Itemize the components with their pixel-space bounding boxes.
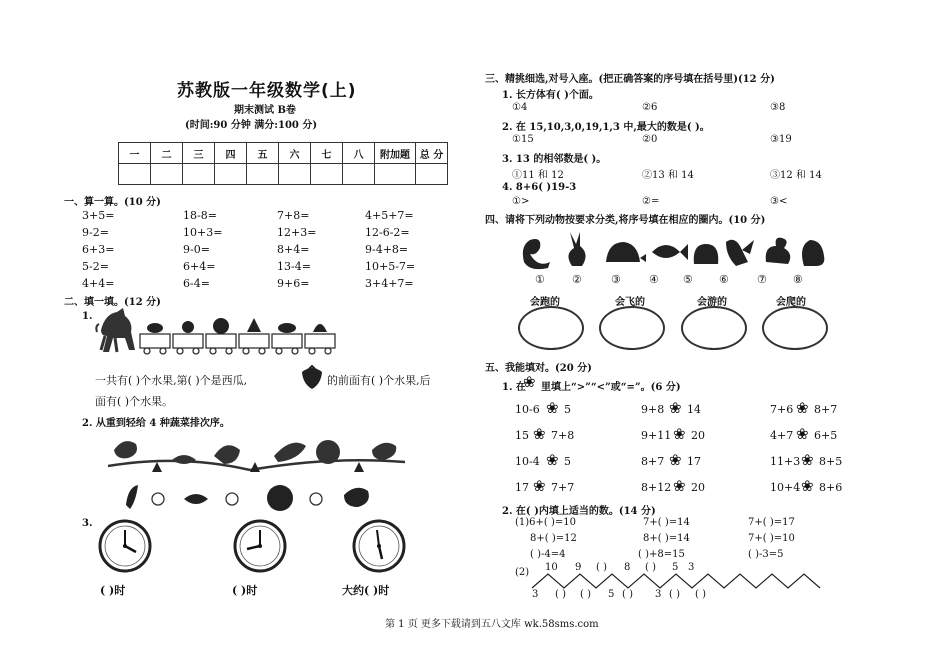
- turtle-icon: [606, 242, 646, 262]
- sequence-top-value: 10: [545, 562, 558, 573]
- category-label: 会飞的: [615, 297, 645, 308]
- flower-box-icon: ❀: [523, 373, 536, 391]
- sec3-option: ①11 和 12: [512, 170, 564, 181]
- sequence-top-value: ( ): [596, 562, 607, 573]
- score-cell: [151, 164, 183, 185]
- fill-item: 7+( )=17: [748, 517, 795, 528]
- sec3-question: 1. 长方体有( )个面。: [502, 90, 599, 101]
- penguin-icon: [802, 240, 824, 266]
- fill-item: (1)6+( )=10: [515, 517, 576, 528]
- train-cars: [140, 334, 335, 354]
- score-cell: [215, 164, 247, 185]
- animal-number: ⑥: [719, 273, 729, 286]
- compare-box-icon[interactable]: ❀: [796, 425, 809, 443]
- score-header-cell: 六: [279, 143, 311, 164]
- score-header-cell: 五: [247, 143, 279, 164]
- sequence-bottom-value: ( ): [669, 589, 680, 600]
- sec3-question: 4. 8+6( )19-3: [502, 182, 577, 193]
- section-2-heading: 二、填一填。(12 分): [64, 297, 161, 308]
- compare-box-icon[interactable]: ❀: [669, 451, 682, 469]
- calc-item: 4+4=: [82, 277, 115, 290]
- compare-left: 10-4: [515, 455, 540, 468]
- fill-item: 8+( )=12: [530, 533, 577, 544]
- compare-box-icon[interactable]: ❀: [546, 399, 559, 417]
- score-cell: [183, 164, 215, 185]
- category-label: 会爬的: [776, 297, 806, 308]
- animal-number: ①: [535, 273, 545, 286]
- compare-box-icon[interactable]: ❀: [533, 477, 546, 495]
- fill-item: ( )-4=4: [530, 549, 566, 560]
- compare-box-icon[interactable]: ❀: [673, 425, 686, 443]
- calc-item: 10+3=: [183, 226, 223, 239]
- calc-item: 9-0=: [183, 243, 210, 256]
- score-table: [118, 142, 448, 185]
- compare-left: 9+8: [641, 403, 665, 416]
- clock-answer-2: ( )时: [232, 584, 258, 597]
- vegetable-order-row: [122, 483, 402, 513]
- score-cell: [416, 164, 448, 185]
- calc-item: 3+4+7=: [365, 277, 414, 290]
- page-footer: 第 1 页 更多下载请到五八文库 wk.58sms.com: [385, 619, 599, 630]
- score-header-cell: 总 分: [416, 143, 448, 164]
- fill-item: ( )-3=5: [748, 549, 784, 560]
- horse-icon: [96, 308, 135, 352]
- compare-left: 17: [515, 481, 529, 494]
- score-cell: [279, 164, 311, 185]
- snake-icon: [523, 239, 550, 269]
- sec5-q2-heading: 2. 在( )内填上适当的数。(14 分): [502, 506, 656, 517]
- balance-scales-illustration: [100, 432, 410, 480]
- section-4-heading: 四、请将下列动物按要求分类,将序号填在相应的圈内。(10 分): [485, 215, 766, 226]
- sec3-question: 3. 13 的相邻数是( )。: [502, 154, 607, 165]
- compare-left: 15: [515, 429, 529, 442]
- calc-item: 3+5=: [82, 209, 115, 222]
- calc-item: 9+6=: [277, 277, 310, 290]
- animal-number: ②: [572, 273, 582, 286]
- sec3-option: ①4: [512, 102, 528, 113]
- score-header-cell: 七: [311, 143, 343, 164]
- frog-icon: [694, 244, 719, 264]
- compare-box-icon[interactable]: ❀: [801, 477, 814, 495]
- compare-right: 17: [687, 455, 701, 468]
- fill-item: 7+( )=14: [643, 517, 690, 528]
- calc-item: 5-2=: [82, 260, 109, 273]
- order-circles: [152, 493, 322, 505]
- calc-item: 13-4=: [277, 260, 311, 273]
- clock-icon: [352, 519, 407, 574]
- category-answer-circle[interactable]: [518, 306, 584, 350]
- score-cell: [247, 164, 279, 185]
- compare-left: 9+11: [641, 429, 672, 442]
- compare-right: 8+6: [819, 481, 843, 494]
- calc-item: 18-8=: [183, 209, 217, 222]
- horse-train-illustration: [95, 306, 345, 358]
- animal-number: ⑦: [757, 273, 767, 286]
- animal-number: ⑧: [793, 273, 803, 286]
- animal-number: ③: [611, 273, 621, 286]
- animal-number: ⑤: [683, 273, 693, 286]
- sequence-label: (2): [515, 567, 530, 578]
- score-header-cell: 一: [119, 143, 151, 164]
- section-1-heading: 一、算一算。(10 分): [64, 197, 161, 208]
- strawberry-icon: [299, 366, 325, 390]
- sec5-q1-intro: 1. 在: [502, 382, 526, 393]
- calc-item: 7+8=: [277, 209, 310, 222]
- compare-left: 10+4: [770, 481, 801, 494]
- compare-left: 8+7: [641, 455, 665, 468]
- compare-left: 10-6: [515, 403, 540, 416]
- compare-right: 14: [687, 403, 701, 416]
- compare-right: 8+5: [819, 455, 843, 468]
- sequence-bottom-value: ( ): [695, 589, 706, 600]
- sequence-top-value: ( ): [645, 562, 656, 573]
- clock-answer-1: ( )时: [100, 584, 126, 597]
- q1-text-c: 面有( )个水果。: [95, 395, 174, 408]
- sec3-option: ③12 和 14: [770, 170, 822, 181]
- score-cell: [119, 164, 151, 185]
- compare-right: 5: [564, 403, 571, 416]
- sec3-option: ③8: [770, 102, 786, 113]
- q2-text: 2. 从重到轻给 4 种蔬菜排次序。: [82, 418, 230, 429]
- score-cell: [375, 164, 416, 185]
- exam-subtitle: 期末测试 B卷: [234, 105, 296, 116]
- compare-right: 20: [691, 429, 705, 442]
- category-label: 会跑的: [530, 297, 560, 308]
- compare-box-icon[interactable]: ❀: [673, 477, 686, 495]
- sequence-top-value: 5: [672, 562, 679, 573]
- calc-item: 12-6-2=: [365, 226, 410, 239]
- sequence-bottom-value: 3: [655, 589, 662, 600]
- animals-illustration: [520, 232, 840, 270]
- compare-left: 8+12: [641, 481, 672, 494]
- rabbit-icon: [568, 232, 585, 266]
- sec3-option: ①15: [512, 134, 534, 145]
- clock-answer-3: 大约( )时: [342, 584, 390, 597]
- compare-left: 11+3: [770, 455, 801, 468]
- score-cell: [343, 164, 375, 185]
- compare-box-icon[interactable]: ❀: [533, 425, 546, 443]
- q1-text-a: 一共有( )个水果,第( )个是西瓜,: [95, 374, 248, 387]
- compare-box-icon[interactable]: ❀: [796, 399, 809, 417]
- sec3-option: ③19: [770, 134, 792, 145]
- category-label: 会游的: [697, 297, 727, 308]
- score-header-cell: 四: [215, 143, 247, 164]
- sequence-bottom-value: 3: [532, 589, 539, 600]
- fruit-icons: [147, 318, 327, 334]
- sequence-bottom-value: ( ): [555, 589, 566, 600]
- compare-right: 7+7: [551, 481, 575, 494]
- sequence-top-value: 8: [624, 562, 631, 573]
- calc-item: 9-2=: [82, 226, 109, 239]
- q1-number: 1.: [82, 311, 93, 322]
- q1-text-b: 的前面有( )个水果,后: [327, 374, 431, 387]
- score-header-cell: 二: [151, 143, 183, 164]
- fish-icon: [652, 244, 688, 260]
- compare-right: 6+5: [814, 429, 838, 442]
- compare-box-icon[interactable]: ❀: [801, 451, 814, 469]
- score-header-cell: 附加题: [375, 143, 416, 164]
- exam-time-note: (时间:90 分钟 满分:100 分): [185, 120, 318, 131]
- sec3-option: ③<: [770, 196, 788, 207]
- sec3-option: ①>: [512, 196, 530, 207]
- fill-item: 7+( )=10: [748, 533, 795, 544]
- calc-item: 6+3=: [82, 243, 115, 256]
- sequence-bottom-value: ( ): [580, 589, 591, 600]
- section-3-heading: 三、精挑细选,对号入座。(把正确答案的序号填在括号里)(12 分): [485, 74, 775, 85]
- sequence-bottom-value: ( ): [622, 589, 633, 600]
- compare-box-icon[interactable]: ❀: [669, 399, 682, 417]
- compare-right: 5: [564, 455, 571, 468]
- calc-item: 9-4+8=: [365, 243, 409, 256]
- zigzag-sequence-line: [530, 570, 830, 592]
- sec3-option: ②6: [642, 102, 658, 113]
- clock-icon: [233, 519, 288, 574]
- fill-item: ( )+8=15: [638, 549, 685, 560]
- calc-item: 8+4=: [277, 243, 310, 256]
- compare-right: 7+8: [551, 429, 575, 442]
- calc-item: 12+3=: [277, 226, 317, 239]
- score-cell: [311, 164, 343, 185]
- animal-number: ④: [649, 273, 659, 286]
- calc-item: 6-4=: [183, 277, 210, 290]
- calc-item: 6+4=: [183, 260, 216, 273]
- score-table-header-row: [119, 143, 448, 164]
- sequence-bottom-value: 5: [608, 589, 615, 600]
- score-header-cell: 八: [343, 143, 375, 164]
- section-5-heading: 五、我能填对。(20 分): [485, 363, 592, 374]
- sequence-top-value: 9: [575, 562, 582, 573]
- category-answer-circle[interactable]: [762, 306, 828, 350]
- vegetable-order-icons: [126, 485, 369, 511]
- sec3-option: ②0: [642, 134, 658, 145]
- compare-left: 4+7: [770, 429, 794, 442]
- compare-right: 20: [691, 481, 705, 494]
- q3-number: 3.: [82, 518, 93, 529]
- fill-item: 8+( )=14: [643, 533, 690, 544]
- compare-left: 7+6: [770, 403, 794, 416]
- clock-icon: [98, 519, 153, 574]
- score-header-cell: 三: [183, 143, 215, 164]
- sec5-q1-rest: 里填上“>”“<”或“=”。(6 分): [541, 382, 681, 393]
- exam-title: 苏教版一年级数学(上): [177, 81, 357, 101]
- compare-box-icon[interactable]: ❀: [546, 451, 559, 469]
- calc-item: 10+5-7=: [365, 260, 416, 273]
- duck-icon: [766, 238, 791, 264]
- sec3-option: ②13 和 14: [642, 170, 694, 181]
- category-answer-circle[interactable]: [681, 306, 747, 350]
- category-answer-circle[interactable]: [599, 306, 665, 350]
- sec3-option: ②=: [642, 196, 660, 207]
- calc-item: 4+5+7=: [365, 209, 414, 222]
- bird-icon: [726, 240, 754, 266]
- compare-right: 8+7: [814, 403, 838, 416]
- sequence-top-value: 3: [688, 562, 695, 573]
- sec3-question: 2. 在 15,10,3,0,19,1,3 中,最大的数是( )。: [502, 122, 710, 133]
- score-table-blank-row: [119, 164, 448, 185]
